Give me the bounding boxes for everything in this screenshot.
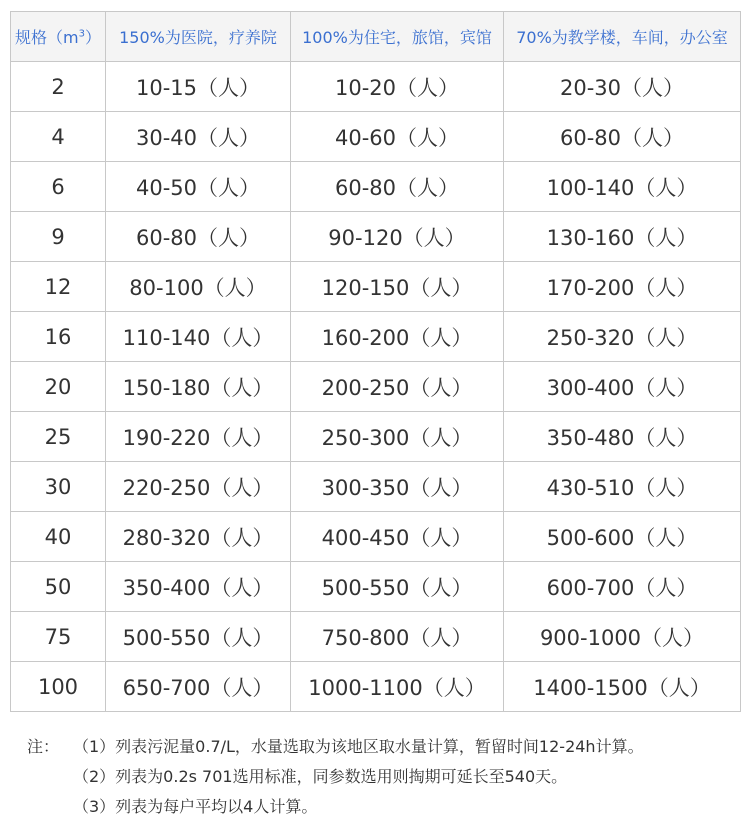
cell-hospital: 650-700（人） [106, 662, 291, 712]
table-row [11, 212, 741, 262]
cell-spec: 16 [11, 312, 106, 362]
note-line-1 [27, 732, 644, 762]
note-line-2 [27, 762, 644, 792]
cell-office: 430-510（人） [504, 462, 741, 512]
cell-residential: 90-120（人） [291, 212, 504, 262]
cell-spec: 75 [11, 612, 106, 662]
table-header-row [11, 12, 741, 62]
cell-residential: 750-800（人） [291, 612, 504, 662]
cell-hospital: 30-40（人） [106, 112, 291, 162]
cell-spec: 40 [11, 512, 106, 562]
notes-prefix: 注： [27, 737, 60, 756]
cell-hospital: 220-250（人） [106, 462, 291, 512]
cell-office: 100-140（人） [504, 162, 741, 212]
cell-hospital: 10-15（人） [106, 62, 291, 112]
cell-spec: 25 [11, 412, 106, 462]
cell-office: 60-80（人） [504, 112, 741, 162]
cell-hospital: 110-140（人） [106, 312, 291, 362]
table-row [11, 412, 741, 462]
table-row [11, 362, 741, 412]
cell-office: 300-400（人） [504, 362, 741, 412]
table-row [11, 162, 741, 212]
header-office: 70%为教学楼，车间，办公室 [504, 12, 741, 62]
cell-hospital: 40-50（人） [106, 162, 291, 212]
table-notes [27, 732, 644, 822]
cell-hospital: 60-80（人） [106, 212, 291, 262]
cell-spec: 100 [11, 662, 106, 712]
cell-residential: 250-300（人） [291, 412, 504, 462]
cell-spec: 2 [11, 62, 106, 112]
cell-residential: 200-250（人） [291, 362, 504, 412]
cell-residential: 1000-1100（人） [291, 662, 504, 712]
table-row [11, 562, 741, 612]
table-row [11, 462, 741, 512]
cell-office: 900-1000（人） [504, 612, 741, 662]
septic-tank-spec-table [10, 11, 741, 712]
cell-residential: 300-350（人） [291, 462, 504, 512]
cell-residential: 400-450（人） [291, 512, 504, 562]
cell-office: 170-200（人） [504, 262, 741, 312]
table-row [11, 512, 741, 562]
cell-spec: 9 [11, 212, 106, 262]
header-spec: 规格$(m^3)$ [11, 12, 106, 62]
header-hospital: 150%为医院，疗养院 [106, 12, 291, 62]
cell-hospital: 150-180（人） [106, 362, 291, 412]
table-row [11, 262, 741, 312]
header-residential: 100%为住宅，旅馆，宾馆 [291, 12, 504, 62]
table-row [11, 662, 741, 712]
cell-residential: 10-20（人） [291, 62, 504, 112]
table-row [11, 62, 741, 112]
cell-spec: 4 [11, 112, 106, 162]
table-row [11, 312, 741, 362]
cell-spec: 20 [11, 362, 106, 412]
note-text: （1）列表污泥量0.7/L，水量选取为该地区取水量计算，暂留时间12-24h计算。 [73, 737, 644, 756]
cell-hospital: 280-320（人） [106, 512, 291, 562]
cell-office: 600-700（人） [504, 562, 741, 612]
table-row [11, 112, 741, 162]
cell-residential: 500-550（人） [291, 562, 504, 612]
cell-hospital: 500-550（人） [106, 612, 291, 662]
cell-hospital: 350-400（人） [106, 562, 291, 612]
cell-office: 500-600（人） [504, 512, 741, 562]
cell-spec: 6 [11, 162, 106, 212]
spec-table-container [10, 11, 740, 712]
cell-residential: 120-150（人） [291, 262, 504, 312]
cell-office: 20-30（人） [504, 62, 741, 112]
table-row [11, 612, 741, 662]
cell-residential: 60-80（人） [291, 162, 504, 212]
cell-office: 250-320（人） [504, 312, 741, 362]
cell-residential: 40-60（人） [291, 112, 504, 162]
cell-hospital: 80-100（人） [106, 262, 291, 312]
cell-spec: 30 [11, 462, 106, 512]
cell-spec: 12 [11, 262, 106, 312]
cell-hospital: 190-220（人） [106, 412, 291, 462]
note-text: （3）列表为每户平均以4人计算。 [73, 797, 318, 816]
note-line-3 [27, 792, 644, 822]
cell-office: 1400-1500（人） [504, 662, 741, 712]
cell-residential: 160-200（人） [291, 312, 504, 362]
note-text: （2）列表为0.2s 701选用标准，同参数选用则掏期可延长至540天。 [73, 767, 568, 786]
cell-office: 350-480（人） [504, 412, 741, 462]
cell-office: 130-160（人） [504, 212, 741, 262]
cell-spec: 50 [11, 562, 106, 612]
